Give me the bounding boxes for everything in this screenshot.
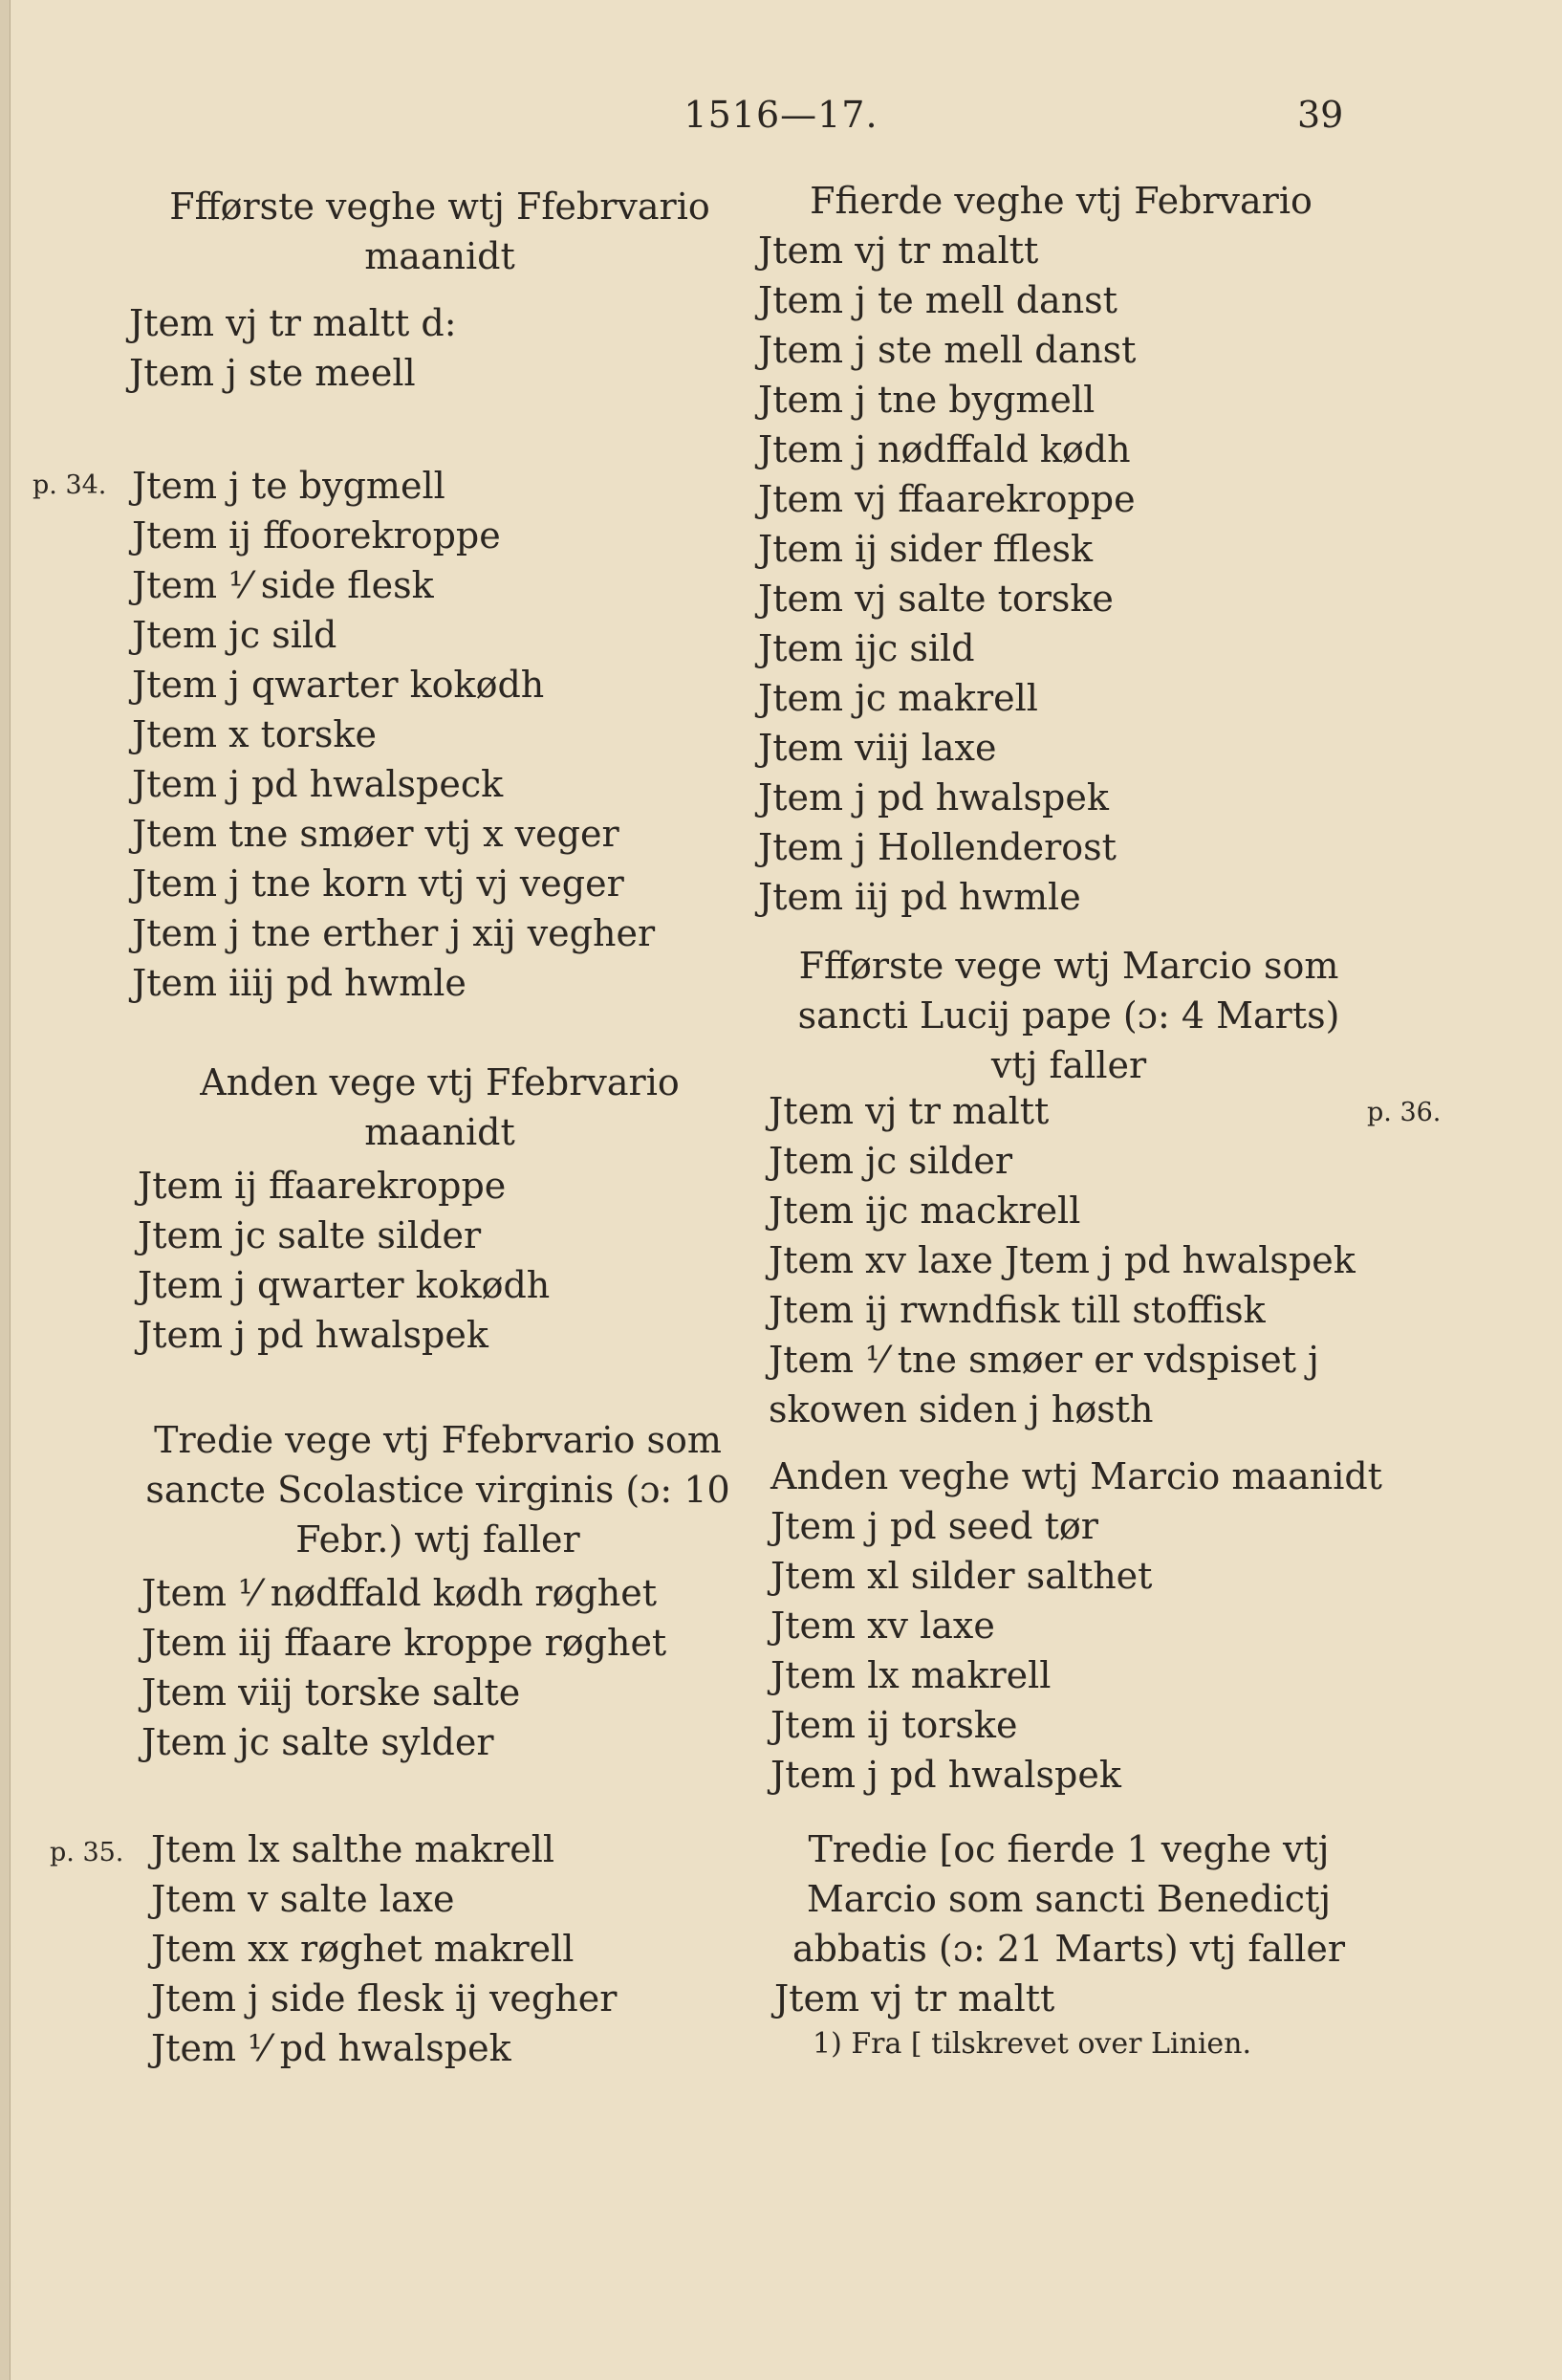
entry: Jtem ij rwndfisk till stoffisk — [769, 1289, 1266, 1331]
margin-note-page: p. 34. — [33, 470, 107, 500]
entry: Jtem j tne korn vtj vj veger — [132, 862, 624, 905]
entry: Jtem iij pd hwmle — [758, 876, 1081, 918]
entry: Jtem v salte laxe — [151, 1878, 455, 1920]
entry: Jtem iij ffaare kroppe røghet — [141, 1622, 667, 1664]
entry: Jtem vj tr maltt d: — [129, 302, 457, 344]
entry: Jtem j ste mell danst — [758, 329, 1137, 371]
section-heading: Ffførste vege wtj Marcio som sancti Lucij pape (ɔ: 4 Marts) vtj faller — [797, 945, 1340, 1086]
entry: Jtem j pd hwalspek — [758, 776, 1109, 819]
entry: Jtem jc silder — [769, 1140, 1013, 1182]
entry: Jtem j pd seed tør — [770, 1505, 1098, 1547]
entry: Jtem vj tr maltt — [769, 1090, 1050, 1132]
entry: Jtem xv laxe — [770, 1605, 995, 1647]
entry: Jtem ijc mackrell — [769, 1190, 1081, 1232]
page-number: 39 — [1297, 94, 1344, 136]
section-heading: Ffierde veghe vtj Febrvario — [810, 180, 1313, 222]
entry: Jtem ⅟ side flesk — [132, 564, 434, 606]
entry: Jtem xl silder salthet — [770, 1555, 1153, 1597]
entry: Jtem viij laxe — [758, 727, 997, 769]
entry: Jtem j tne bygmell — [758, 379, 1096, 421]
entry: Jtem vj tr maltt — [758, 229, 1039, 272]
footnote: 1) Fra [ tilskrevet over Linien. — [813, 2027, 1252, 2061]
margin-note-page: p. 35. — [50, 1838, 124, 1867]
section-heading: Anden veghe wtj Marcio maanidt — [770, 1455, 1382, 1497]
entry: Jtem j pd hwalspeck — [132, 763, 504, 805]
entry: Jtem jc salte silder — [138, 1214, 482, 1256]
section-heading: Tredie [oc fierde 1 veghe vtj Marcio som sancti Benedictj abbatis (ɔ: 21 Marts) vtj faller — [792, 1828, 1346, 1970]
entry: Jtem jc salte sylder — [141, 1721, 494, 1763]
entry: Jtem j qwarter kokødh — [138, 1264, 551, 1306]
entry: Jtem viij torske salte — [141, 1671, 521, 1714]
entry: Jtem ij ffoorekroppe — [132, 514, 501, 557]
entry: Jtem vj tr maltt — [774, 1977, 1055, 2020]
entry: Jtem xv laxe Jtem j pd hwalspek — [769, 1239, 1356, 1281]
entry: Jtem lx salthe makrell — [151, 1828, 555, 1870]
entry: Jtem j qwarter kokødh — [132, 664, 545, 706]
entry: Jtem ijc sild — [758, 627, 975, 669]
entry: Jtem ij sider fflesk — [758, 528, 1093, 570]
entry: Jtem ⅟ nødffald kødh røghet — [141, 1572, 658, 1614]
entry: Jtem j pd hwalspek — [138, 1314, 488, 1356]
entry: Jtem jc sild — [132, 614, 337, 656]
margin-note-page: p. 36. — [1367, 1098, 1442, 1127]
entry: Jtem ⅟ pd hwalspek — [151, 2027, 511, 2069]
section-heading: Anden vege vtj Ffebrvario maanidt — [200, 1061, 680, 1153]
entry: Jtem j te mell danst — [758, 279, 1117, 321]
entry: Jtem j ste meell — [129, 352, 416, 394]
entry: Jtem vj ffaarekroppe — [758, 478, 1136, 520]
entry: Jtem ij ffaarekroppe — [138, 1165, 507, 1207]
entry: Jtem x torske — [132, 713, 377, 755]
entry: Jtem j te bygmell — [132, 465, 445, 507]
entry: Jtem xx røghet makrell — [151, 1928, 575, 1970]
entry: Jtem vj salte torske — [758, 578, 1114, 620]
section-heading: Ffførste veghe wtj Ffebrvario maanidt — [169, 186, 710, 277]
section-heading: Tredie vege vtj Ffebrvario som sancte Scolastice virginis (ɔ: 10 Febr.) wtj faller — [145, 1419, 730, 1561]
entry: Jtem j side flesk ij vegher — [151, 1977, 618, 2020]
page-header-year: 1516—17. — [683, 94, 879, 136]
entry: Jtem j Hollenderost — [758, 826, 1117, 868]
entry: Jtem tne smøer vtj x veger — [132, 813, 619, 855]
entry: Jtem ij torske — [770, 1704, 1018, 1746]
entry: Jtem j pd hwalspek — [770, 1754, 1121, 1796]
entry: Jtem ⅟ tne smøer er vdspiset j skowen siden j høsth — [769, 1339, 1319, 1430]
entry: Jtem iiij pd hwmle — [132, 962, 466, 1004]
entry: Jtem jc makrell — [758, 677, 1038, 719]
entry: Jtem j tne erther j xij vegher — [132, 912, 656, 954]
page-edge — [0, 0, 11, 2380]
entry: Jtem lx makrell — [770, 1654, 1052, 1696]
entry: Jtem j nødffald kødh — [758, 428, 1131, 470]
